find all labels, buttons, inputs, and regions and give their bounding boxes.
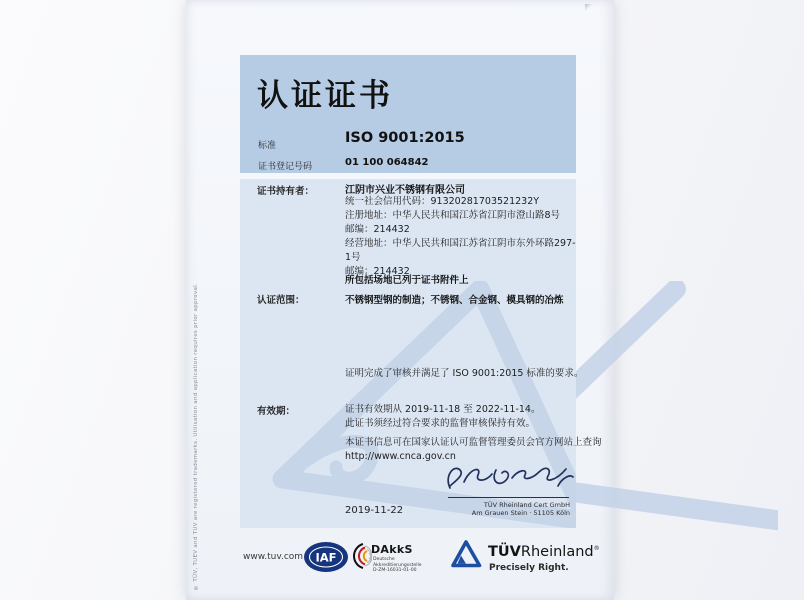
page-corner-mark [585,4,592,11]
holder-company-name: 江阴市兴业不锈钢有限公司 [345,185,465,196]
certificate-title: 认证证书 [257,78,393,114]
dakks-accreditation-text [373,557,422,574]
registration-number-label: 证书登记号码 [258,162,313,172]
dakks-sub-line: Akkreditierungsstelle [373,562,422,568]
holder-postcode-2: 邮编：214432 [345,266,410,277]
issuer-block [425,501,570,517]
verification-info [345,436,602,463]
dakks-registration-id: D-ZM-16031-01-00 [373,568,417,574]
registered-mark: ® [593,545,600,553]
issue-date: 2019-11-22 [345,505,404,516]
issuer-address: Am Grauen Stein · 51105 Köln [471,509,570,517]
holder-details [345,195,580,279]
holder-label: 证书持有者： [257,186,315,197]
holder-operating-address: 经营地址：中华人民共和国江苏省江阴市东外环路297-1号 [345,238,576,263]
tuv-rheinland-wordmark [488,544,600,560]
verification-statement: 本证书信息可在国家认证认可监督管理委员会官方网站上查询 [345,437,602,448]
scope-label: 认证范围： [257,295,305,306]
verification-url: http://www.cnca.gov.cn [345,450,456,462]
scope-value: 不锈钢型钢的制造；不锈钢、合金钢、模具钢的冶炼 [345,295,564,306]
tuv-website: www.tuv.com [243,552,304,562]
svg-text:IAF: IAF [315,550,337,565]
validity-period: 证书有效期从 2019-11-18 至 2022-11-14。 [345,404,541,415]
dakks-wordmark: DAkkS [371,543,413,556]
trademark-side-note: ® TÜV, TUEV and TUV are registered trademarks. Utilisation and application requires prior approval. [193,282,199,590]
holder-postcode-1: 邮编：214432 [345,224,410,235]
validity-label: 有效期： [257,406,296,417]
brand-rest: Rheinland [520,544,594,560]
tuv-rheinland-triangle-icon [450,539,482,569]
iaf-logo [303,541,349,573]
sites-annex-note: 所包括场地已列于证书附件上 [345,275,469,286]
validity-condition: 此证书须经过符合要求的监督审核保持有效。 [345,417,536,429]
audit-statement: 证明完成了审核并满足了 ISO 9001:2015 标准的要求。 [345,368,584,379]
standard-value: ISO 9001:2015 [345,130,465,146]
issuer-name: TÜV Rheinland Cert GmbH [483,501,570,509]
signature [440,460,575,496]
signature-line [448,497,569,498]
holder-registered-address: 注册地址：中华人民共和国江苏省江阴市澄山路8号 [345,210,561,221]
registration-number-value: 01 100 064842 [345,157,429,168]
dakks-sub-line: Deutsche [373,557,395,562]
tuv-tagline: Precisely Right. [489,563,569,573]
validity-details [345,403,540,430]
dakks-logo-arcs [352,543,372,569]
standard-label: 标准 [258,141,277,151]
holder-credit-code: 统一社会信用代码：91320281703521232Y [345,196,540,207]
brand-bold: TÜV [488,544,521,560]
